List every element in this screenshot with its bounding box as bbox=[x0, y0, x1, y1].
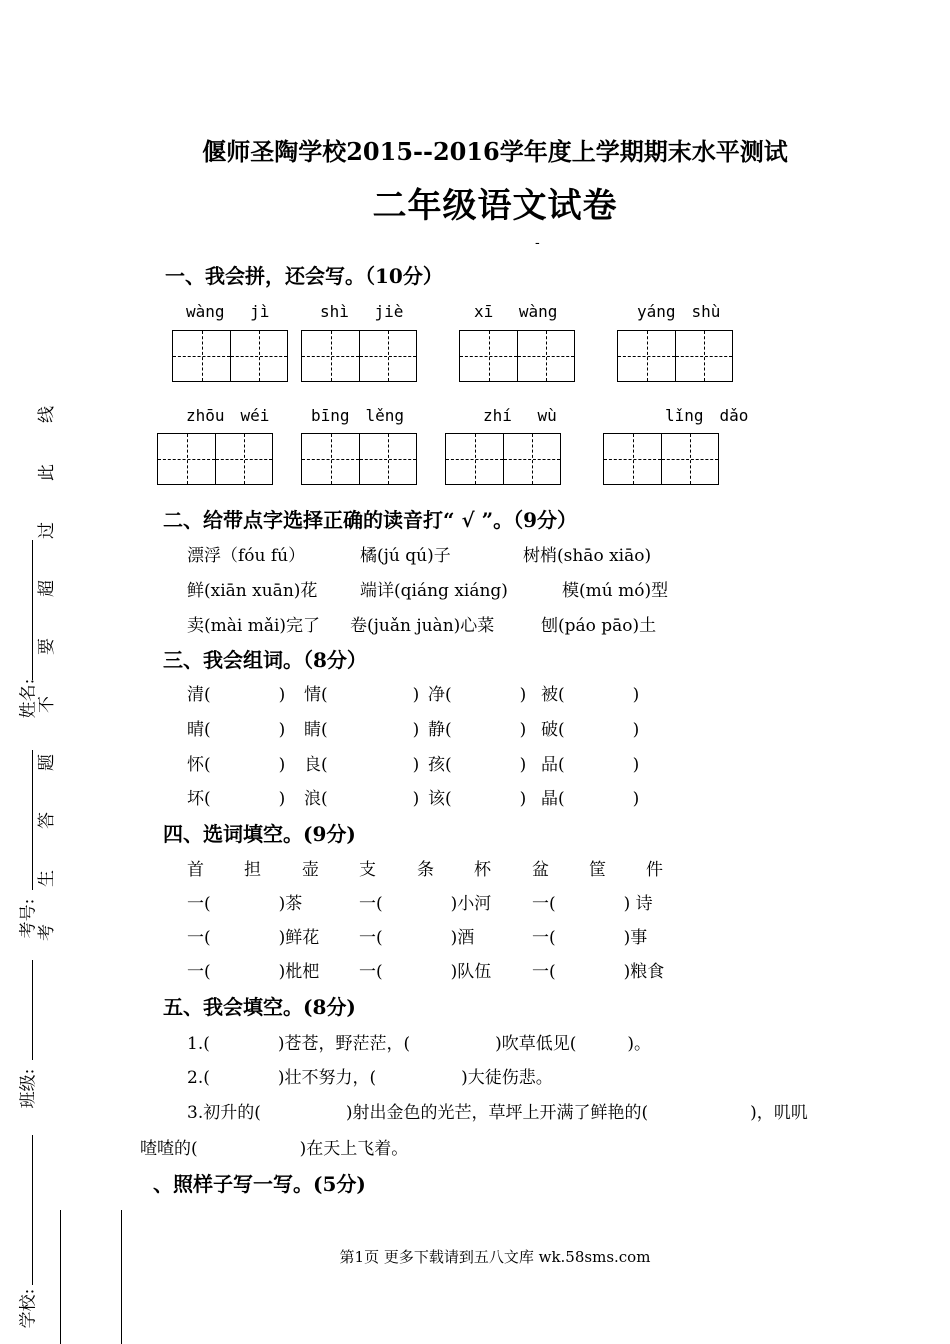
writing-grid[interactable] bbox=[459, 330, 575, 382]
pronunciation-item[interactable]: 橘(jú qú)子 bbox=[360, 546, 451, 566]
word-blank[interactable]: 怀( ) bbox=[187, 755, 286, 775]
word-blank[interactable]: 良( ) bbox=[304, 755, 420, 775]
pinyin-label: zhí wù bbox=[483, 406, 557, 425]
pinyin-label: zhōu wéi bbox=[186, 406, 270, 425]
pinyin-label: yáng shù bbox=[637, 302, 721, 321]
word-blank[interactable]: 睛( ) bbox=[304, 720, 420, 740]
writing-grid[interactable] bbox=[617, 330, 733, 382]
class-label: 班级: bbox=[18, 1068, 39, 1109]
pinyin-label: wàng jì bbox=[186, 302, 270, 321]
page-footer: 第1页 更多下载请到五八文库 wk.58sms.com bbox=[339, 1248, 651, 1266]
pronunciation-item[interactable]: 树梢(shāo xiāo) bbox=[523, 546, 652, 566]
pronunciation-item[interactable]: 端详(qiáng xiáng) bbox=[360, 581, 508, 601]
pronunciation-item[interactable]: 漂浮（fóu fú） bbox=[187, 546, 306, 566]
word-blank[interactable]: 孩( ) bbox=[428, 755, 527, 775]
pronunciation-item[interactable]: 刨(páo pāo)土 bbox=[541, 616, 657, 636]
class-field-line bbox=[32, 960, 33, 1060]
fill-blank-line[interactable]: 喳喳的( )在天上飞着。 bbox=[140, 1139, 409, 1159]
measure-word-blank[interactable]: 一( )小河 bbox=[359, 894, 492, 914]
pronunciation-item[interactable]: 模(mú mó)型 bbox=[562, 581, 669, 601]
exam-title: 二年级语文试卷 bbox=[372, 186, 618, 226]
pronunciation-item[interactable]: 鲜(xiān xuān)花 bbox=[187, 581, 318, 601]
writing-grid[interactable] bbox=[301, 433, 417, 485]
measure-word-blank[interactable]: 一( )酒 bbox=[359, 928, 475, 948]
pronunciation-item[interactable]: 卷(juǎn juàn)心菜 bbox=[350, 616, 495, 636]
pinyin-label: xī wàng bbox=[474, 302, 558, 321]
word-blank[interactable]: 晶( ) bbox=[541, 789, 640, 809]
measure-word-blank[interactable]: 一( )茶 bbox=[187, 894, 303, 914]
word-blank[interactable]: 晴( ) bbox=[187, 720, 286, 740]
seal-char: 超 bbox=[37, 580, 57, 597]
measure-word-blank[interactable]: 一( )枇杷 bbox=[187, 962, 320, 982]
margin-rule bbox=[121, 1210, 122, 1344]
word-bank-item: 支 bbox=[359, 860, 376, 880]
name-field-line bbox=[32, 540, 33, 680]
word-bank-item: 筐 bbox=[589, 860, 606, 880]
word-blank[interactable]: 静( ) bbox=[428, 720, 527, 740]
word-blank[interactable]: 品( ) bbox=[541, 755, 640, 775]
seal-char: 答 bbox=[37, 812, 57, 829]
fill-blank-line[interactable]: 1.( )苍苍，野茫茫，( )吹草低见( )。 bbox=[187, 1034, 652, 1054]
name-label: 姓名: bbox=[18, 678, 39, 719]
margin-rule bbox=[60, 1210, 61, 1344]
section5-heading: 五、我会填空。(8分) bbox=[163, 995, 356, 1019]
word-blank[interactable]: 浪( ) bbox=[304, 789, 420, 809]
header-dash: - bbox=[535, 235, 540, 251]
word-bank-item: 壶 bbox=[302, 860, 319, 880]
word-blank[interactable]: 该( ) bbox=[428, 789, 527, 809]
seal-char: 过 bbox=[37, 522, 57, 539]
seal-char: 生 bbox=[37, 870, 57, 887]
word-bank-item: 杯 bbox=[474, 860, 491, 880]
fill-blank-line[interactable]: 3.初升的( )射出金色的光芒，草坪上开满了鲜艳的( )，叽叽 bbox=[187, 1103, 808, 1123]
word-blank[interactable]: 破( ) bbox=[541, 720, 640, 740]
writing-grid[interactable] bbox=[603, 433, 719, 485]
writing-grid[interactable] bbox=[301, 330, 417, 382]
writing-grid[interactable] bbox=[157, 433, 273, 485]
word-bank-item: 盆 bbox=[532, 860, 549, 880]
word-blank[interactable]: 情( ) bbox=[304, 685, 420, 705]
word-bank-item: 件 bbox=[646, 860, 663, 880]
seal-char: 要 bbox=[37, 638, 57, 655]
measure-word-blank[interactable]: 一( ) 诗 bbox=[532, 894, 653, 914]
pinyin-label: lǐng dǎo bbox=[665, 406, 749, 425]
seal-char: 不 bbox=[37, 696, 57, 713]
measure-word-blank[interactable]: 一( )事 bbox=[532, 928, 648, 948]
section3-heading: 三、我会组词。（8分） bbox=[163, 648, 367, 672]
word-bank-item: 担 bbox=[244, 860, 261, 880]
seal-char: 考 bbox=[37, 924, 57, 941]
exam-number-field-line bbox=[32, 750, 33, 890]
section4-heading: 四、选词填空。(9分) bbox=[163, 822, 356, 846]
word-bank-item: 条 bbox=[417, 860, 434, 880]
section6-heading: 、照样子写一写。(5分) bbox=[153, 1172, 366, 1196]
measure-word-blank[interactable]: 一( )队伍 bbox=[359, 962, 492, 982]
word-blank[interactable]: 净( ) bbox=[428, 685, 527, 705]
writing-grid[interactable] bbox=[172, 330, 288, 382]
pinyin-label: bīng lěng bbox=[311, 406, 405, 425]
section1-heading: 一、我会拼，还会写。（10分） bbox=[165, 264, 443, 288]
fill-blank-line[interactable]: 2.( )壮不努力，( )大徒伤悲。 bbox=[187, 1068, 553, 1088]
seal-char: 此 bbox=[37, 464, 57, 481]
word-blank[interactable]: 清( ) bbox=[187, 685, 286, 705]
pinyin-label: shì jiè bbox=[320, 302, 404, 321]
exam-number-label: 考号: bbox=[18, 898, 39, 939]
seal-char: 题 bbox=[37, 754, 57, 771]
pronunciation-item[interactable]: 卖(mài mǎi)完了 bbox=[187, 616, 321, 636]
school-title: 偃师圣陶学校2015--2016学年度上学期期末水平测试 bbox=[202, 137, 788, 166]
measure-word-blank[interactable]: 一( )鲜花 bbox=[187, 928, 320, 948]
section2-heading: 二、给带点字选择正确的读音打“ √ ”。（9分） bbox=[163, 508, 577, 532]
measure-word-blank[interactable]: 一( )粮食 bbox=[532, 962, 665, 982]
school-label: 学校: bbox=[18, 1288, 39, 1329]
seal-char: 线 bbox=[37, 406, 57, 423]
writing-grid[interactable] bbox=[445, 433, 561, 485]
word-blank[interactable]: 坏( ) bbox=[187, 789, 286, 809]
word-bank-item: 首 bbox=[187, 860, 204, 880]
word-blank[interactable]: 被( ) bbox=[541, 685, 640, 705]
